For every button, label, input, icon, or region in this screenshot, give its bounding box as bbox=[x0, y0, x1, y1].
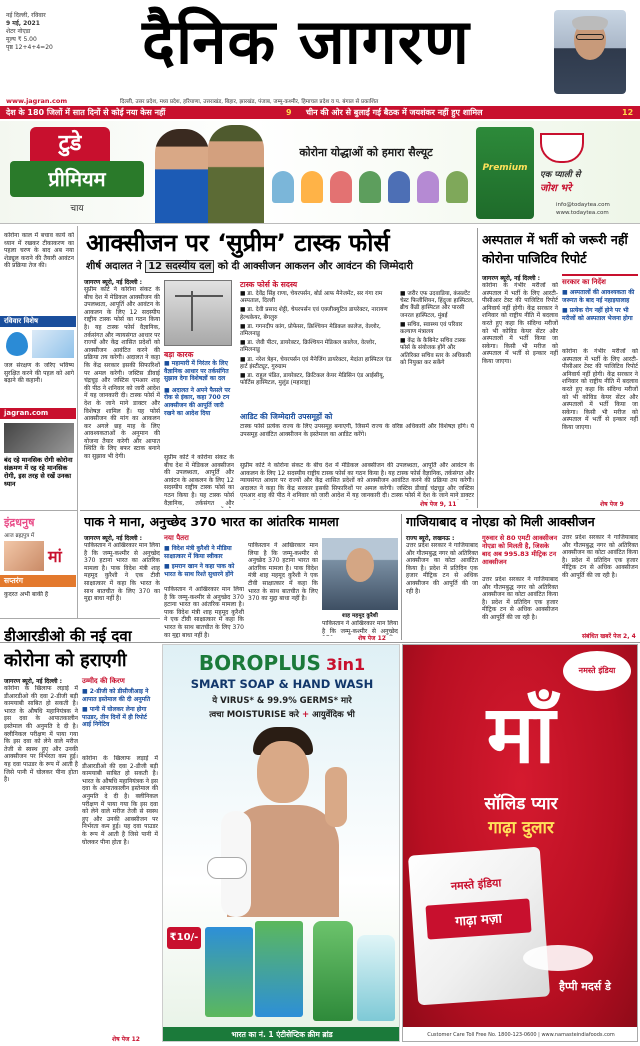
minister-photo bbox=[554, 10, 626, 94]
members-title: टास्क फोर्स के सदस्य bbox=[240, 280, 298, 289]
boroplus-line3-row bbox=[163, 709, 400, 720]
ghaziabad-body: उत्तर प्रदेश सरकार ने गाजियाबाद और गौतमबुद्ध नगर को अतिरिक्त आक्सीजन का कोटा आवंटित किया है। प्रदेश में प्रतिदिन एक हजार मीट्रिक टन से अधिक आक्सीजन की आपूर्ति की जा रही है। bbox=[406, 542, 478, 595]
soap-bar bbox=[207, 857, 247, 879]
price-badge: ₹10/- bbox=[167, 927, 201, 949]
ghaziabad-box: गुरुवार से 80 एमटी आक्सीजन नोएडा को मिलती है, जिसके बाद अब 995.83 मीट्रिक टन आक्सीजन bbox=[482, 534, 558, 566]
lead-subhead-box: 12 सदस्यीय दल bbox=[145, 260, 214, 273]
indradhanush-logo: इंद्रधनुष bbox=[4, 516, 35, 529]
right-box-title: सरकार का निर्देश bbox=[562, 278, 606, 286]
glasses-shape bbox=[576, 34, 604, 40]
namaste-line1: सॉलिड प्यार bbox=[484, 794, 558, 814]
pak-continued[interactable]: शेष पेज 12 bbox=[358, 635, 386, 642]
edition-info bbox=[6, 12, 70, 52]
tea-logo-sub: चाय bbox=[70, 204, 84, 214]
right-byline: जागरण ब्यूरो, नई दिल्ली : bbox=[482, 275, 541, 282]
namaste-footer: Customer Care Toll Free No. 1800-123-0600 | www.namasteindiafoods.com bbox=[403, 1027, 638, 1042]
warrior-icons-row bbox=[272, 171, 468, 205]
drdo-box-item: ■ 2-डीजी को डीसीजीआइ ने आपात इस्तेमाल की दी अनुमति bbox=[82, 688, 151, 703]
pak-body-3: पाकिस्तान ने आखिरकार मान लिया है कि जम्मू-कश्मीर से अनुच्छेद 370 हटाना भारत का आंतरिक मामला है। पाक विदेश मंत्री शाह महमूद कुरैशी ने एक टीवी साक्षात्कार में कहा कि भारत के साथ बातचीत के लिए 370 का मुद्दा बाधा नहीं है। bbox=[248, 542, 318, 603]
boroplus-ad[interactable] bbox=[162, 644, 400, 1042]
inset-item: ■ महामारी में निरंतर के लिए वैज्ञानिक आधार पर तर्कसंगित सुझाव देगा विशेषज्ञों का दल bbox=[164, 360, 229, 383]
milk-pack-brand: नमस्ते इंडिया bbox=[450, 876, 502, 893]
sunday-brief[interactable]: जल संरक्षण के जरिए भविष्य सुरक्षित करने की पहल को आगे बढ़ाने की कहानी। bbox=[4, 362, 74, 385]
edition-day: नई दिल्ली, रविवार bbox=[6, 12, 46, 19]
boroplus-line1: SMART SOAP & HAND WASH bbox=[190, 677, 374, 691]
right-story[interactable] bbox=[480, 226, 640, 510]
ticker-left-page: 9 bbox=[286, 108, 292, 117]
tea-web[interactable]: www.todaytea.com bbox=[556, 210, 609, 216]
right-continued[interactable]: शेष पेज 9 bbox=[600, 501, 624, 508]
ghaziabad-body-2: उत्तर प्रदेश सरकार ने गाजियाबाद और गौतमबुद्ध नगर को अतिरिक्त आक्सीजन का कोटा आवंटित किया है। प्रदेश में प्रतिदिन एक हजार मीट्रिक टन से अधिक आक्सीजन की आपूर्ति की जा रही है। bbox=[482, 576, 558, 621]
doctor-woman bbox=[155, 129, 209, 224]
tea-tagline-1: एक प्याली से bbox=[540, 170, 581, 180]
left-top-brief[interactable]: कोरोना काल में बचाव कार्य को ध्यान में रखकर टीकाकरण का पहला चरण के बाद अब नया शेड्यूल कराने की तैयारी आवंटन की प्रक्रिया तेज की। bbox=[4, 232, 74, 270]
boroplus-brand bbox=[163, 651, 400, 675]
water-drop-icon bbox=[6, 332, 28, 356]
pak-body-4: पाकिस्तान ने आखिरकार मान लिया है कि जम्मू-कश्मीर से अनुच्छेद bbox=[322, 620, 398, 635]
saptrang-brief[interactable]: कुदरत अभी बाकी है bbox=[4, 591, 49, 598]
tea-email[interactable]: info@todaytea.com bbox=[556, 202, 610, 208]
tea-tagline-2: जोश भरे bbox=[540, 183, 572, 194]
jagran-com-label[interactable]: jagran.com bbox=[0, 408, 76, 419]
tea-cup bbox=[540, 133, 584, 163]
ticker-left[interactable]: देश के 180 जिलों में सात दिनों से कोई नया केस नहीं bbox=[6, 108, 166, 117]
soap-packs bbox=[205, 921, 305, 1021]
namaste-line2: गाढ़ा दुलार bbox=[488, 818, 554, 838]
members-list-right bbox=[400, 291, 476, 367]
drdo-headline-1: डीआरडीओ की नई दवा bbox=[4, 627, 132, 645]
jagran-brief-image bbox=[4, 423, 74, 453]
milk-pack-name: गाढ़ा मज़ा bbox=[425, 898, 531, 939]
namaste-india-ad[interactable] bbox=[402, 644, 638, 1042]
masthead bbox=[0, 0, 640, 106]
members-box bbox=[236, 280, 476, 408]
ghaziabad-headline: गाजियाबाद व नोएडा को मिली आक्सीजन bbox=[406, 514, 595, 529]
jagran-brief[interactable]: बंद रहे मानसिक रोगी कोरोना संक्रमण में रह रहे मानसिक रोगी, इस तरह से रखें उनका ध्यान bbox=[4, 456, 73, 488]
divider-right bbox=[477, 228, 478, 508]
drdo-body-2: कोरोना के खिलाफ लड़ाई में डीआरडीओ की दवा 2-डीजी बड़ी कामयाबी साबित हो सकती है। भारत के औषधि महानियंत्रक ने इस दवा के आपातकालीन इस्तेमाल की अनुमति दे दी है। क्लीनिकल परीक्षण में पाया गया कि इस दवा को लेने वाले मरीज तेजी से स्वस्थ हुए और उनकी आक्सीजन पर निर्भरता कम हुई। यह दवा पाउडर के रूप में आती है जिसे पानी में घोलकर पीना होता है। bbox=[82, 755, 158, 846]
right-body: कोरोना के गंभीर मरीजों को अस्पताल में भर्ती के लिए आरटी-पीसीआर टेस्ट की पाजिटिव रिपोर्ट अनिवार्य नहीं होगी। केंद्र सरकार ने शनिवार को राष्ट्रीय नीति में बदलाव करते हुए कहा कि संदिग्ध मरीजों को भी कोविड केयर सेंटर और अस्पतालों में भर्ती किया जा सकेगा। किसी भी मरीज को अस्पताल में भर्ती से इन्कार नहीं किया जाएगा। bbox=[482, 282, 558, 365]
soap-pack bbox=[205, 927, 253, 1017]
boroplus-footer: भारत का नं. 1 एंटीसेप्टिक क्रीम ब्रांड bbox=[163, 1027, 400, 1042]
edition-price: मूल्य ₹ 5.00 bbox=[6, 36, 37, 43]
tea-pack bbox=[476, 127, 534, 219]
edition-pages: पृष्ठ 12+4+4=20 bbox=[6, 44, 53, 51]
boroplus-line2: ये VIRUS* & 99.9% GERMS* मारे bbox=[212, 696, 352, 706]
drdo-continued[interactable]: शेष पेज 12 bbox=[112, 1036, 140, 1043]
inset-item: ■ अदालत ने अपने फैसले पर रोक से इंकार, कहा 700 टन आक्सीजन की आपूर्ति जारी रखने का आदेश दिया bbox=[164, 386, 231, 417]
left-column bbox=[0, 226, 78, 510]
tea-logo-bottom: प्रीमियम bbox=[10, 161, 144, 197]
pak-inset-title: नया पैतरा bbox=[164, 534, 189, 542]
published-cities: दिल्ली, उत्तर प्रदेश, मध्य प्रदेश, हरियाणा, उत्तराखंड, बिहार, झारखंड, पंजाब, जम्मू-कश्मीर, हिमाचल प्रदेश व प. बंगाल से प्रकाशित bbox=[120, 99, 379, 105]
pak-inset-item: ■ विदेश मंत्री कुरैशी ने मीडिया साक्षात्कार में किया स्वीकार bbox=[164, 545, 232, 560]
drdo-box bbox=[82, 677, 158, 751]
model-image bbox=[203, 727, 363, 917]
divider-h1 bbox=[80, 510, 640, 511]
model-hand bbox=[325, 767, 347, 827]
inset-title: बड़ा कारक bbox=[164, 350, 194, 359]
pak-body: पाकिस्तान ने आखिरकार मान लिया है कि जम्मू-कश्मीर से अनुच्छेद 370 हटाना भारत का आंतरिक मामला है। पाक विदेश मंत्री शाह महमूद कुरैशी ने एक टीवी साक्षात्कार में कहा कि भारत के साथ बातचीत के लिए 370 का मुद्दा बाधा नहीं है। bbox=[84, 542, 160, 603]
member-item: ■ सचिव, स्वास्थ्य एवं परिवार कल्याण मंत्रालय bbox=[400, 321, 463, 336]
lead-byline: जागरण ब्यूरो, नई दिल्ली : bbox=[84, 279, 143, 286]
indradhanush-sub: आज ब्रह्मपुत्र में bbox=[4, 533, 35, 539]
ghaziabad-body-3: उत्तर प्रदेश सरकार ने गाजियाबाद और गौतमबुद्ध नगर को अतिरिक्त आक्सीजन का कोटा आवंटित किया है। प्रदेश में प्रतिदिन एक हजार मीट्रिक टन से अधिक आक्सीजन की आपूर्ति की जा रही है। bbox=[562, 534, 638, 579]
boroplus-line4: आयुर्वेदिक भी bbox=[312, 710, 355, 720]
member-item: ■ केंद्र के कैबिनेट सचिव टास्क फोर्स के संयोजक होंगे और अतिरिक्त सचिव स्तर के अधिकारी को नियुक्त कर सकेंगे bbox=[400, 338, 471, 366]
audit-body: टास्क फोर्स प्रत्येक राज्य के लिए उपसमूह बनाएगी, जिसमें राज्य के वरिष्ठ अधिकारी और विशेषज्ञ होंगे। ये उपसमूह आवंटित आक्सीजन के इस्तेमाल का आडिट करेंगे। bbox=[240, 423, 474, 438]
left-column-2 bbox=[0, 510, 78, 618]
sunday-image bbox=[32, 330, 74, 358]
warrior-icon bbox=[272, 171, 294, 203]
lead-subhead-post: को दी आक्सीजन आकलन और आवंटन की जिम्मेदारी bbox=[217, 261, 414, 272]
member-item: ■ डा. देवी प्रसाद शेट्टी, चेयरपर्सन एवं एक्जीक्यूटिव डायरेक्टर, नारायण हेल्थकेयर, बेंगलुरु bbox=[240, 307, 388, 321]
inset-list bbox=[164, 360, 234, 417]
drdo-headline-2: कोरोना को हराएगी bbox=[4, 650, 127, 671]
soldier-man bbox=[208, 125, 264, 224]
scales-icon bbox=[191, 291, 207, 331]
pak-byline: जागरण ब्यूरो, नई दिल्ली : bbox=[84, 535, 143, 542]
drdo-body: कोरोना के खिलाफ लड़ाई में डीआरडीओ की दवा 2-डीजी बड़ी कामयाबी साबित हो सकती है। भारत के औषधि महानियंत्रक ने इस दवा के आपातकालीन इस्तेमाल की अनुमति दे दी है। क्लीनिकल परीक्षण में पाया गया कि इस दवा को लेने वाले मरीज तेजी से स्वस्थ हुए और उनकी आक्सीजन पर निर्भरता कम हुई। यह दवा पाउडर के रूप में आती है जिसे पानी में घोलकर पीना होता है। bbox=[4, 685, 78, 784]
ghaziabad-byline: राज्य ब्यूरो, लखनऊ : bbox=[406, 535, 455, 542]
ghaziabad-story[interactable] bbox=[404, 512, 640, 642]
member-item: ■ डा. जेवी पीटर, डायरेक्टर, क्रिश्चियन मेडिकल कालेज, वेल्लोर, तमिलनाडु bbox=[240, 340, 377, 354]
drdo-byline: जागरण ब्यूरो, नई दिल्ली : bbox=[4, 678, 63, 685]
model-face bbox=[257, 741, 309, 803]
tea-tagline bbox=[540, 169, 636, 194]
tea-logo-top: टुडे bbox=[30, 127, 110, 161]
court-image bbox=[164, 280, 232, 346]
scales-beam bbox=[175, 295, 223, 297]
lead-headline-post: टास्क फोर्स bbox=[294, 229, 390, 257]
lead-headline-quote: ‘सुप्रीम’ bbox=[217, 229, 286, 257]
tea-contact bbox=[556, 201, 610, 217]
namaste-big-word: माँ bbox=[486, 688, 556, 781]
pak-inset bbox=[164, 534, 244, 578]
namaste-logo-text: नमस्ते इंडिया bbox=[578, 666, 616, 675]
handwash-bottle bbox=[357, 935, 395, 1021]
lead-subhead-pre: शीर्ष अदालत ने bbox=[86, 261, 142, 272]
mother-word: मां bbox=[48, 547, 62, 566]
boroplus-line3: त्वचा MOISTURISE करे bbox=[209, 710, 299, 720]
qureshi-caption: शाह महमूद कुरैशी bbox=[342, 613, 378, 619]
member-item: ■ जरीर एफ उदवाडिया, कंसल्टेंट चेस्ट फिजीशियन, हिंदुजा हास्पिटल, ब्रीच कैंडी हास्पिटल और पारसी जनरल हास्पिटल, मुंबई bbox=[400, 291, 474, 319]
members-list bbox=[240, 291, 394, 387]
newspaper-title: दैनिक जागरण bbox=[142, 5, 470, 78]
right-headline: अस्पताल में भर्ती को जरूरी नहीं कोरोना पाजिटिव रिपोर्ट bbox=[482, 232, 628, 266]
sunday-special-label: रविवार विशेष bbox=[0, 316, 76, 327]
warrior-icon bbox=[417, 171, 439, 203]
milk-splash bbox=[523, 945, 593, 971]
website-link[interactable]: www.jagran.com bbox=[6, 97, 68, 105]
lead-continued[interactable]: शेष पेज 9, 11 bbox=[420, 501, 457, 508]
right-box-item: ■ अस्पतालों की आवश्यकता की जरूरत के बाद नई नहाइयालाह bbox=[562, 289, 635, 304]
hair-shape bbox=[572, 16, 608, 30]
qureshi-photo bbox=[322, 538, 398, 610]
qureshi-face bbox=[346, 548, 374, 582]
ticker-bar bbox=[0, 106, 640, 119]
mother-image bbox=[4, 541, 44, 571]
today-tea-ad[interactable] bbox=[0, 121, 640, 224]
milk-pack bbox=[408, 847, 550, 1006]
right-body-2: कोरोना के गंभीर मरीजों को अस्पताल में भर्ती के लिए आरटी-पीसीआर टेस्ट की पाजिटिव रिपोर्ट अनिवार्य नहीं होगी। केंद्र सरकार ने शनिवार को राष्ट्रीय नीति में बदलाव करते हुए कहा कि संदिग्ध मरीजों को भी कोविड केयर सेंटर और अस्पतालों में भर्ती किया जा सकेगा। किसी भी मरीज को अस्पताल में भर्ती से इन्कार नहीं किया जाएगा। bbox=[562, 348, 638, 431]
namaste-greeting: हैप्पी मदर्स डे bbox=[559, 980, 611, 993]
drdo-box-item: ■ पानी में घोलकर लेना होगा पाउडर, तीन दिनों में ही रिपोर्ट आई निगेटिव bbox=[82, 706, 147, 729]
soap-pack bbox=[255, 921, 303, 1017]
lead-body-2: सुप्रीम कोर्ट ने कोरोना संकट के बीच देश में मेडिकल आक्सीजन की उपलब्धता, आपूर्ति और आवंटन के आकलन के लिए 12 सदस्यीय राष्ट्रीय टास्क फोर्स का गठन किया है। यह टास्क फोर्स वैज्ञानिक, तर्कसंगत और bbox=[164, 454, 234, 507]
warrior-icon bbox=[359, 171, 381, 203]
boroplus-3in1: 3in1 bbox=[325, 655, 366, 674]
lead-headline-pre: आक्सीजन पर bbox=[86, 229, 209, 257]
warrior-icon bbox=[446, 171, 468, 203]
member-item: ■ डा. गगनदीप कांग, प्रोफेसर, क्रिश्चियन मेडिकल कालेज, वेल्लोर, तमिलनाडु bbox=[240, 323, 381, 338]
handwash-bottle bbox=[313, 921, 353, 1021]
drdo-story[interactable] bbox=[0, 618, 160, 1046]
divider-v2 bbox=[401, 514, 402, 640]
boroplus-plus: + bbox=[301, 710, 310, 720]
pak-inset-item: ■ इमरान खान ने कहा पाक को भारत के साथ रिश्ते सुधारने होंगे bbox=[164, 563, 235, 578]
tea-pack-label: Premium bbox=[482, 163, 528, 173]
ticker-right[interactable]: चीन की ओर से बुलाई गई बैठक में जयशंकर नहीं हुए शामिल bbox=[306, 108, 483, 117]
right-box-item: ■ प्रत्येक रोग नहीं होने पर भी मरीजों को अस्पताल भेजना होगा bbox=[562, 307, 633, 322]
member-item: ■ डा. देवेंद्र सिंह राणा, चेयरपर्सन, बोर्ड आफ मैनेजमेंट, सर गंगा राम अस्पताल, दिल्ली bbox=[240, 291, 383, 305]
tea-logo bbox=[10, 127, 144, 219]
lead-body-3: सुप्रीम कोर्ट ने कोरोना संकट के बीच देश में मेडिकल आक्सीजन की उपलब्धता, आपूर्ति और आवंटन के आकलन के लिए 12 सदस्यीय राष्ट्रीय टास्क फोर्स का गठन किया है। यह टास्क फोर्स वैज्ञानिक, तर्कसंगत और न्यायसंगत आधार पर राज्यों और केंद्र शासित प्रदेशों को आक्सीजन आवंटित करने की प्रक्रिया तय करेगी। अदालत ने कहा कि केंद्र सरकार इसकी सिफारिशों पर अमल करेगी। जस्टिस डीवाई चंद्रचूड़ और जस्टिस एमआर शाह की पीठ ने शनिवार को जारी आदेश में यह जानकारी दी। टास्क फोर्स में देश के जाने माने डाक्टर bbox=[240, 462, 474, 500]
lead-body: सुप्रीम कोर्ट ने कोरोना संकट के बीच देश में मेडिकल आक्सीजन की उपलब्धता, आपूर्ति और आवंटन के आकलन के लिए 12 सदस्यीय राष्ट्रीय टास्क फोर्स का गठन किया है। यह टास्क फोर्स वैज्ञानिक, तर्कसंगत और न्यायसंगत आधार पर राज्यों और केंद्र शासित प्रदेशों को आक्सीजन आवंटित करने की प्रक्रिया तय करेगी। अदालत ने कहा कि केंद्र सरकार इसकी सिफारिशों पर अमल करेगी। जस्टिस डीवाई चंद्रचूड़ और जस्टिस एमआर शाह की पीठ ने शनिवार को जारी आदेश में यह जानकारी दी। टास्क फोर्स में देश के जाने माने डाक्टर और विशेषज्ञ शामिल हैं। यह फोर्स आक्सीजन की मांग का आकलन कर अगले छह माह के लिए आवश्यकताओं के अनुमान की योजना तैयार करेगी और आपात स्थिति के लिए बफर स्टाक बनाने का सुझाव भी देगी। bbox=[84, 286, 160, 461]
member-item: ■ डा. नरेश त्रेहन, चेयरपर्सन एवं मैनेजिंग डायरेक्टर, मेदांता हास्पिटल एंड हार्ट इंस्टीट्यूट, गुरुग्राम bbox=[240, 356, 392, 370]
warrior-icon bbox=[301, 171, 323, 203]
ghaziabad-continued[interactable]: संबंधित खबरें पेज 2, 4 bbox=[582, 633, 636, 640]
pak-body-2: पाकिस्तान ने आखिरकार मान लिया है कि जम्मू-कश्मीर से अनुच्छेद 370 हटाना भारत का आंतरिक मामला है। पाक विदेश मंत्री शाह महमूद कुरैशी ने एक टीवी साक्षात्कार में कहा कि भारत के साथ बातचीत के लिए 370 का मुद्दा बाधा नहीं है। bbox=[164, 586, 244, 638]
pak-headline: पाक ने माना, अनुच्छेद 370 भारत का आंतरिक मामला bbox=[84, 514, 339, 529]
lead-subhead bbox=[86, 260, 476, 274]
ad-slogan: कोरोना योद्धाओं को हमारा सैल्यूट bbox=[299, 146, 433, 159]
ticker-right-page: 12 bbox=[622, 108, 634, 117]
lead-story[interactable] bbox=[80, 226, 476, 510]
warrior-icon bbox=[388, 171, 410, 203]
edition-date: 9 मई, 2021 bbox=[6, 20, 40, 27]
boroplus-name: BOROPLUS bbox=[198, 651, 321, 675]
warrior-icon bbox=[330, 171, 352, 203]
saptrang-label: सप्तरंग bbox=[0, 575, 76, 587]
edition-city: शेटर नोएडा bbox=[6, 28, 31, 35]
drdo-box-title: उम्मीद की किरण bbox=[82, 677, 125, 685]
member-item: ■ डा. राहुल पंडित, डायरेक्टर, क्रिटिकल केयर मेडिसिन एंड आईसीयू, फोर्टिस हास्पिटल, मुलुंड (महाराष्ट्र) bbox=[240, 373, 385, 387]
audit-title: आडिट की जिम्मेदारी उपसमूहों को bbox=[240, 412, 333, 421]
right-box bbox=[562, 274, 638, 344]
lead-headline bbox=[86, 228, 476, 258]
